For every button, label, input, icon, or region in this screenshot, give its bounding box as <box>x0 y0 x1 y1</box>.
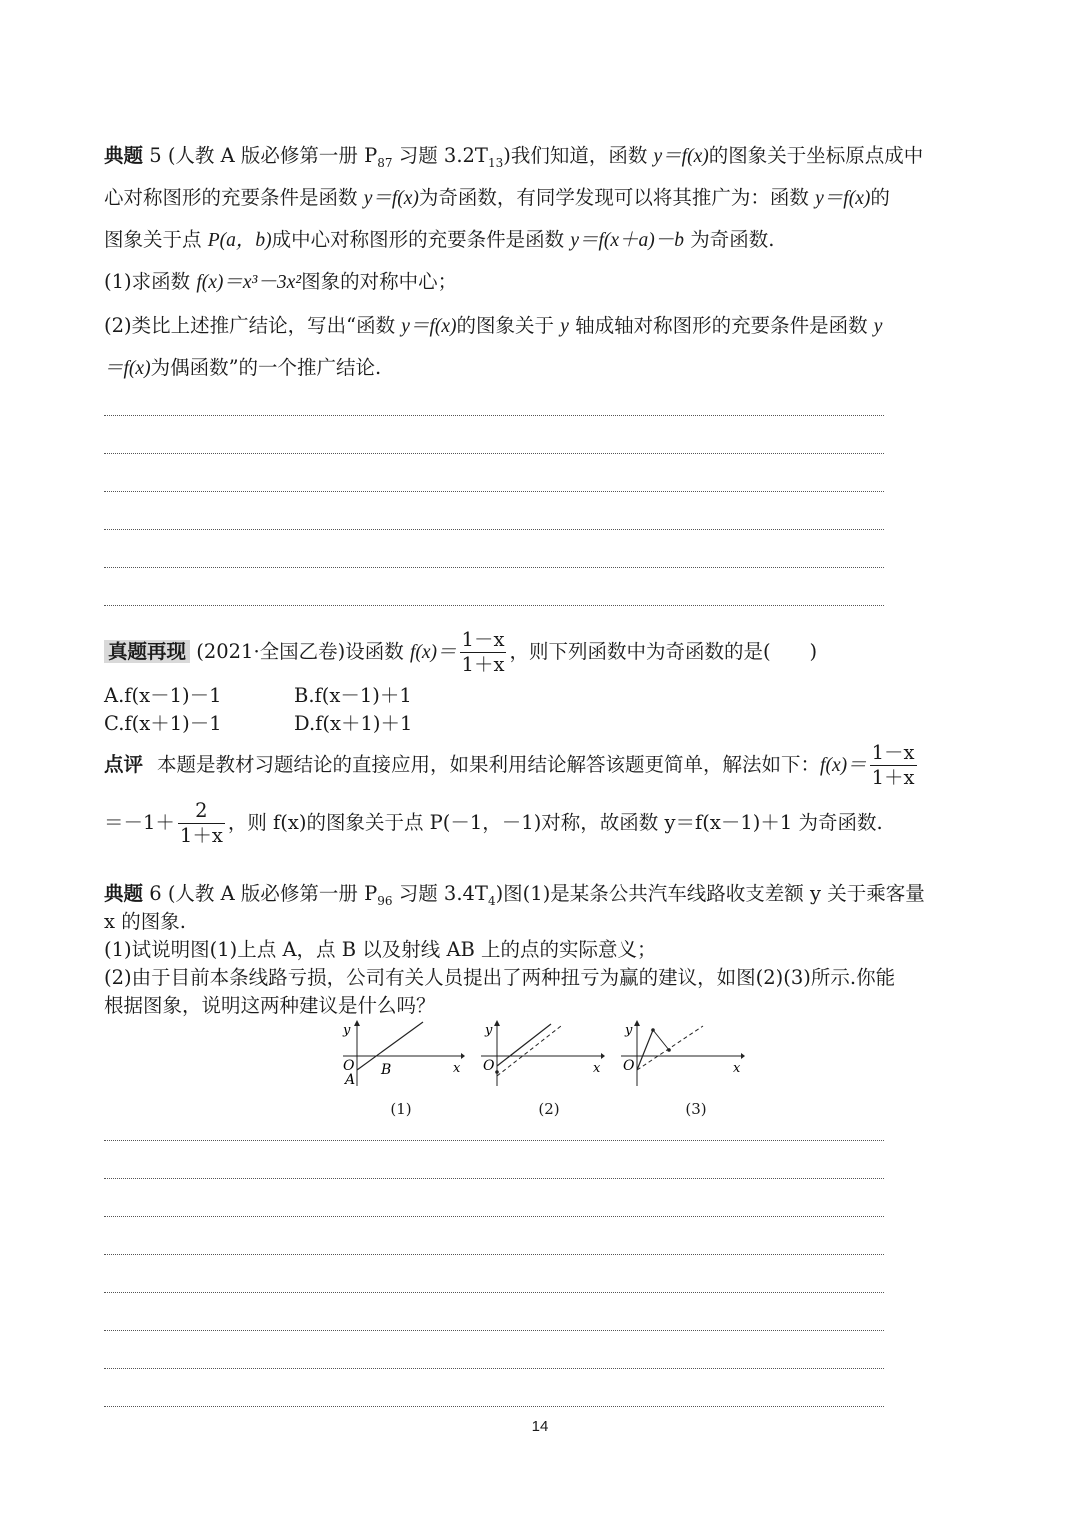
ex5-line-1: 典题 5 (人教 A 版必修第一册 $P_{87}$ 习题 $3.2T_{13}$)我们知道，函数 y＝f(x)的图象关于坐标原点成中 <box>104 144 924 170</box>
x-axis-label: x <box>593 1061 601 1076</box>
answer-line[interactable] <box>104 1368 884 1369</box>
ex6-question-1: (1)试说明图(1)上点 A，点 B 以及射线 AB 上的点的实际意义； <box>104 938 657 961</box>
ex6-question-2-cont: 根据图象，说明这两种建议是什么吗？ <box>104 994 436 1017</box>
answer-line[interactable] <box>104 1330 884 1331</box>
answer-line[interactable] <box>104 491 884 492</box>
fraction: $\frac{1-x}{1+x}$ <box>461 628 505 676</box>
option-a[interactable]: A.f(x－1)－1 <box>104 684 222 707</box>
answer-line[interactable] <box>104 1406 884 1407</box>
comment-line-1: 点评 本题是教材习题结论的直接应用，如果利用结论解答该题更简单，解法如下：f(x)＝ $\frac{1-x}{1+x}$ <box>104 741 915 789</box>
figure-1 <box>335 1020 465 1090</box>
options-row-2 <box>104 710 412 738</box>
y-axis-label: y <box>485 1023 493 1038</box>
point-a-label: A <box>345 1072 356 1088</box>
comment-line-2: ＝－1＋ $\frac{2}{1+x}$ ，则 f(x)的图象关于点 P(－1，－1)对称，故函数 y＝f(x－1)＋1 为奇函数. <box>104 799 883 847</box>
real-exam-badge: 真题再现 <box>104 640 190 663</box>
answer-line[interactable] <box>104 453 884 454</box>
y-axis-label: y <box>343 1023 351 1038</box>
origin-label: O <box>343 1058 355 1074</box>
ex6-label: 典题 <box>104 882 144 905</box>
ex6-question-2: (2)由于目前本条线路亏损，公司有关人员提出了两种扭亏为赢的建议，如图(2)(3)所示.你能 <box>104 966 896 989</box>
answer-line[interactable] <box>104 529 884 530</box>
figure-3 <box>615 1020 745 1090</box>
figure-2-caption: (2) <box>538 1100 560 1118</box>
answer-line[interactable] <box>104 1178 884 1179</box>
point-b-label: B <box>381 1062 392 1078</box>
fraction: $\frac{1-x}{1+x}$ <box>871 741 915 789</box>
ex5-label: 典题 <box>104 144 144 167</box>
options-row-1 <box>104 682 412 710</box>
ex5-line-2: 心对称图形的充要条件是函数 y＝f(x)为奇函数，有同学发现可以将其推广为：函数 y＝f(x)的 <box>104 186 890 209</box>
ex5-line-3: 图象关于点 P(a，b)成中心对称图形的充要条件是函数 y＝f(x＋a)－b 为奇函数. <box>104 228 775 251</box>
answer-line[interactable] <box>104 1292 884 1293</box>
option-b[interactable]: B.f(x－1)＋1 <box>294 684 412 707</box>
ex5-question-2: (2)类比上述推广结论，写出“函数 y＝f(x)的图象关于 y 轴成轴对称图形的充要条件是函数 y <box>104 314 883 337</box>
x-axis-label: x <box>733 1061 741 1076</box>
x-axis-label: x <box>453 1061 461 1076</box>
answer-line[interactable] <box>104 415 884 416</box>
origin-label: O <box>483 1058 495 1074</box>
comment-label: 点评 <box>104 753 144 776</box>
ex6-line-1: 典题 6 (人教 A 版必修第一册 $P_{96}$ 习题 $3.4T_4$)图(1)是某条公共汽车线路收支差额 y 关于乘客量 <box>104 882 925 908</box>
option-d[interactable]: D.f(x＋1)＋1 <box>294 712 413 735</box>
figure-2 <box>475 1020 605 1090</box>
y-axis-label: y <box>625 1023 633 1038</box>
ex5-question-2-cont: ＝f(x)为偶函数”的一个推广结论. <box>104 356 382 379</box>
answer-line[interactable] <box>104 567 884 568</box>
ex6-line-2: x 的图象. <box>104 910 186 933</box>
answer-line[interactable] <box>104 1140 884 1141</box>
fraction: $\frac{2}{1+x}$ <box>179 799 223 847</box>
real-exam-question: 真题再现 (2021·全国乙卷)设函数 f(x)＝ $\frac{1-x}{1+x}$ ，则下列函数中为奇函数的是( ) <box>104 628 817 677</box>
option-c[interactable]: C.f(x＋1)－1 <box>104 712 222 735</box>
ex5-question-1: (1)求函数 f(x)＝x³－3x²图象的对称中心； <box>104 270 458 293</box>
answer-line[interactable] <box>104 605 884 606</box>
figure-3-caption: (3) <box>685 1100 707 1118</box>
figure-1-caption: (1) <box>390 1100 412 1118</box>
page-number: 14 <box>531 1418 549 1435</box>
answer-line[interactable] <box>104 1254 884 1255</box>
origin-label: O <box>623 1058 635 1074</box>
answer-line[interactable] <box>104 1216 884 1217</box>
